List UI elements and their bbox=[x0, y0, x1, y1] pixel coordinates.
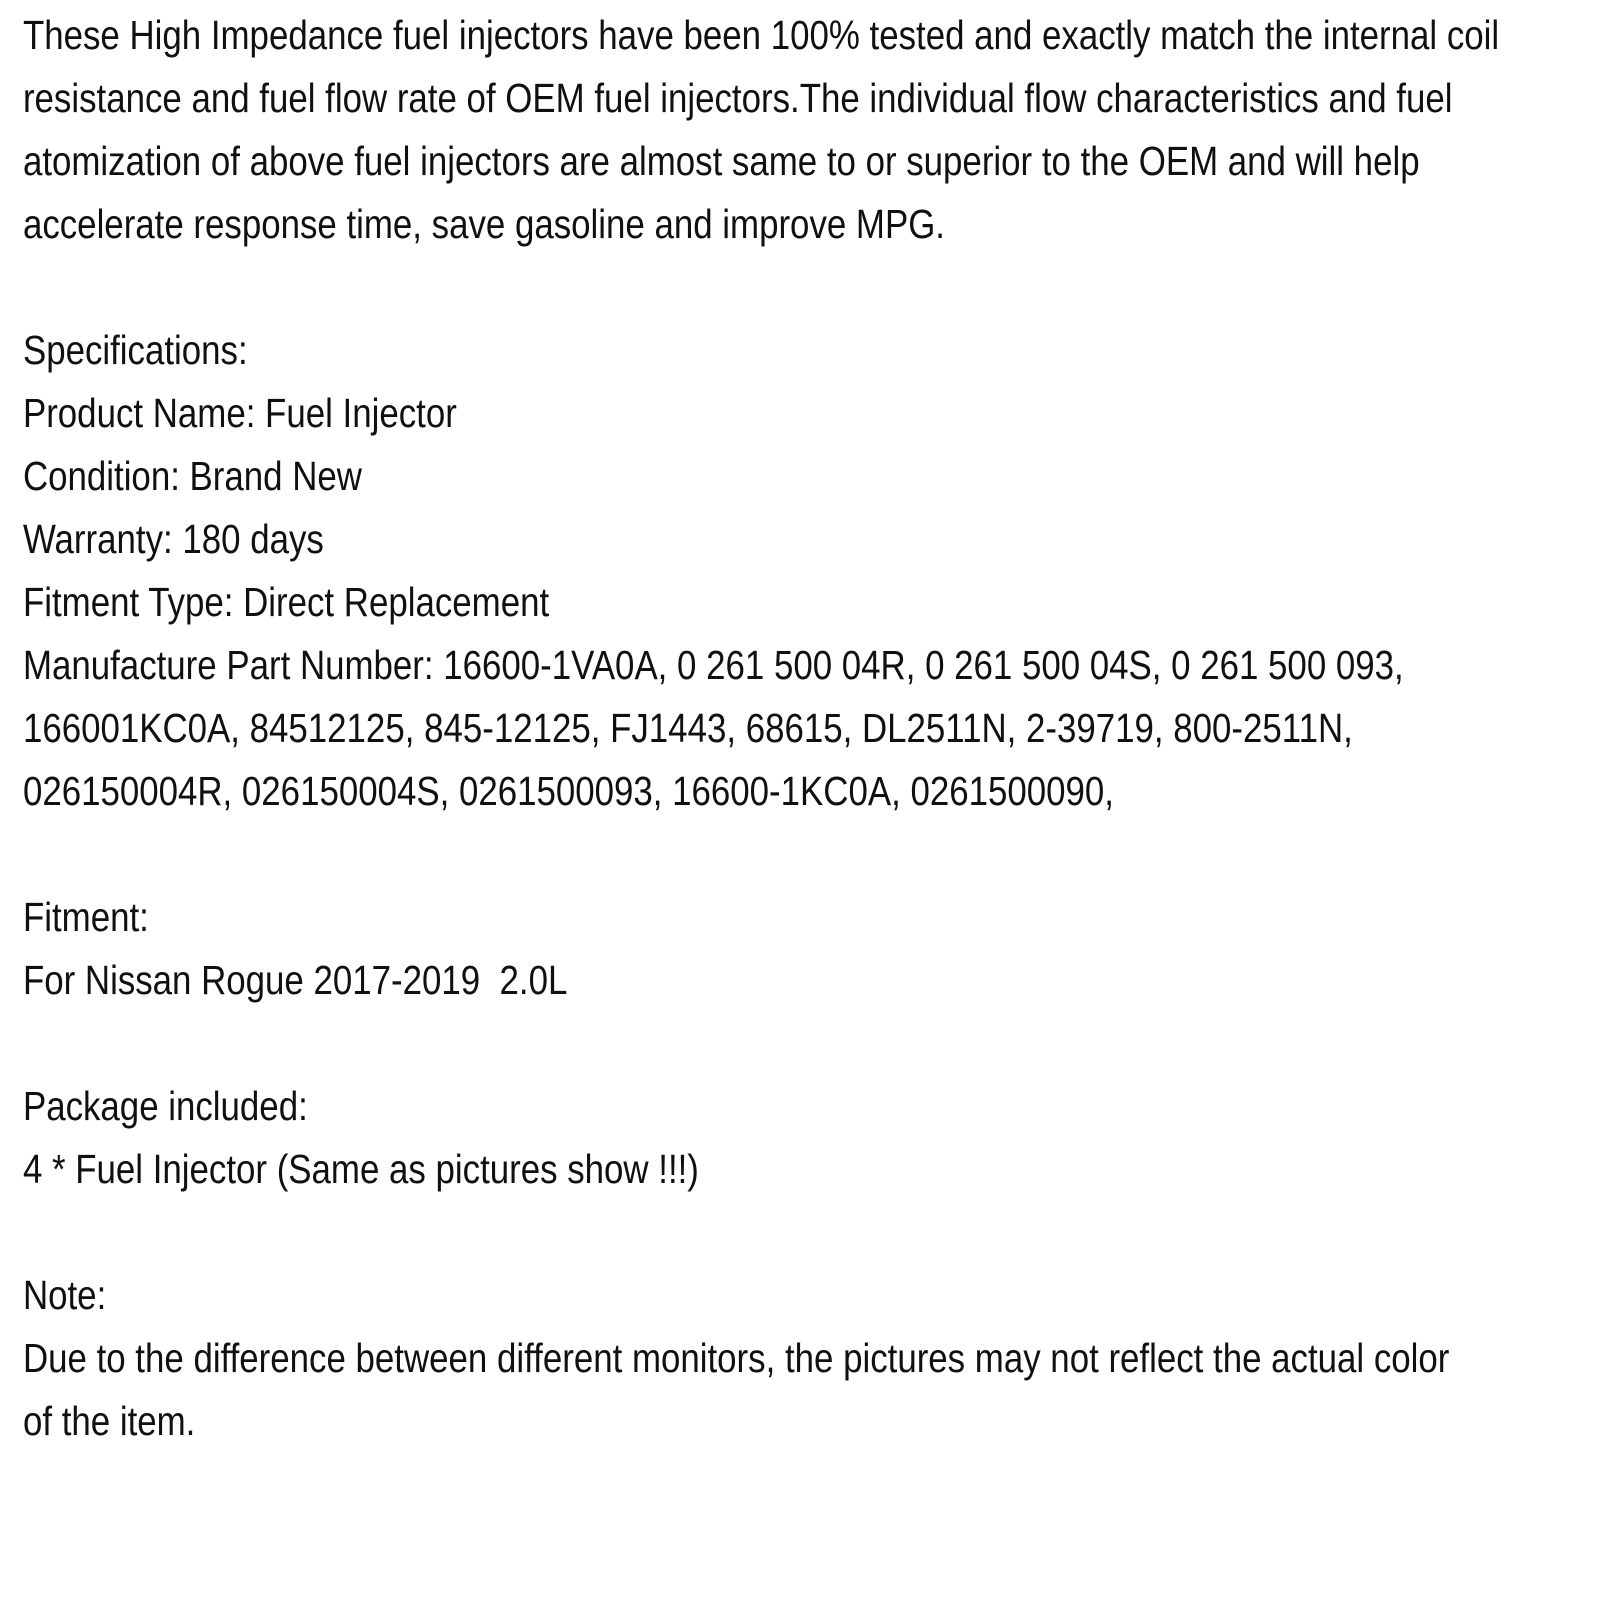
description-line-4: accelerate response time, save gasoline and improve MPG. bbox=[22, 201, 946, 247]
spec-warranty: Warranty: 180 days bbox=[22, 516, 324, 562]
note-line-2: of the item. bbox=[22, 1398, 196, 1444]
specifications-heading: Specifications: bbox=[22, 327, 248, 373]
description-line-1: These High Impedance fuel injectors have been 100% tested and exactly match the internal coil bbox=[22, 12, 1500, 58]
blank-line bbox=[23, 823, 1600, 886]
note-line-1: Due to the difference between different monitors, the pictures may not reflect the actual color bbox=[22, 1335, 1450, 1381]
note-heading: Note: bbox=[22, 1272, 107, 1318]
fitment-heading: Fitment: bbox=[22, 894, 149, 940]
spec-condition: Condition: Brand New bbox=[22, 453, 362, 499]
blank-line bbox=[23, 1201, 1600, 1264]
blank-line bbox=[23, 1012, 1600, 1075]
package-contents: 4 * Fuel Injector (Same as pictures show !!!) bbox=[22, 1146, 699, 1192]
spec-part-number-line-2: 166001KC0A, 84512125, 845-12125, FJ1443, 68615, DL2511N, 2-39719, 800-2511N, bbox=[22, 705, 1353, 751]
package-heading: Package included: bbox=[22, 1083, 308, 1129]
description-line-2: resistance and fuel flow rate of OEM fuel injectors.The individual flow characteristics and fuel bbox=[22, 75, 1453, 121]
blank-line bbox=[23, 256, 1600, 319]
spec-product-name: Product Name: Fuel Injector bbox=[22, 390, 457, 436]
spec-part-number-line-3: 026150004R, 026150004S, 0261500093, 16600-1KC0A, 0261500090, bbox=[22, 768, 1114, 814]
fitment-vehicle: For Nissan Rogue 2017-2019 2.0L bbox=[22, 957, 568, 1003]
description-line-3: atomization of above fuel injectors are almost same to or superior to the OEM and will help bbox=[22, 138, 1420, 184]
spec-part-number-line-1: Manufacture Part Number: 16600-1VA0A, 0 261 500 04R, 0 261 500 04S, 0 261 500 093, bbox=[22, 642, 1404, 688]
spec-fitment-type: Fitment Type: Direct Replacement bbox=[22, 579, 550, 625]
